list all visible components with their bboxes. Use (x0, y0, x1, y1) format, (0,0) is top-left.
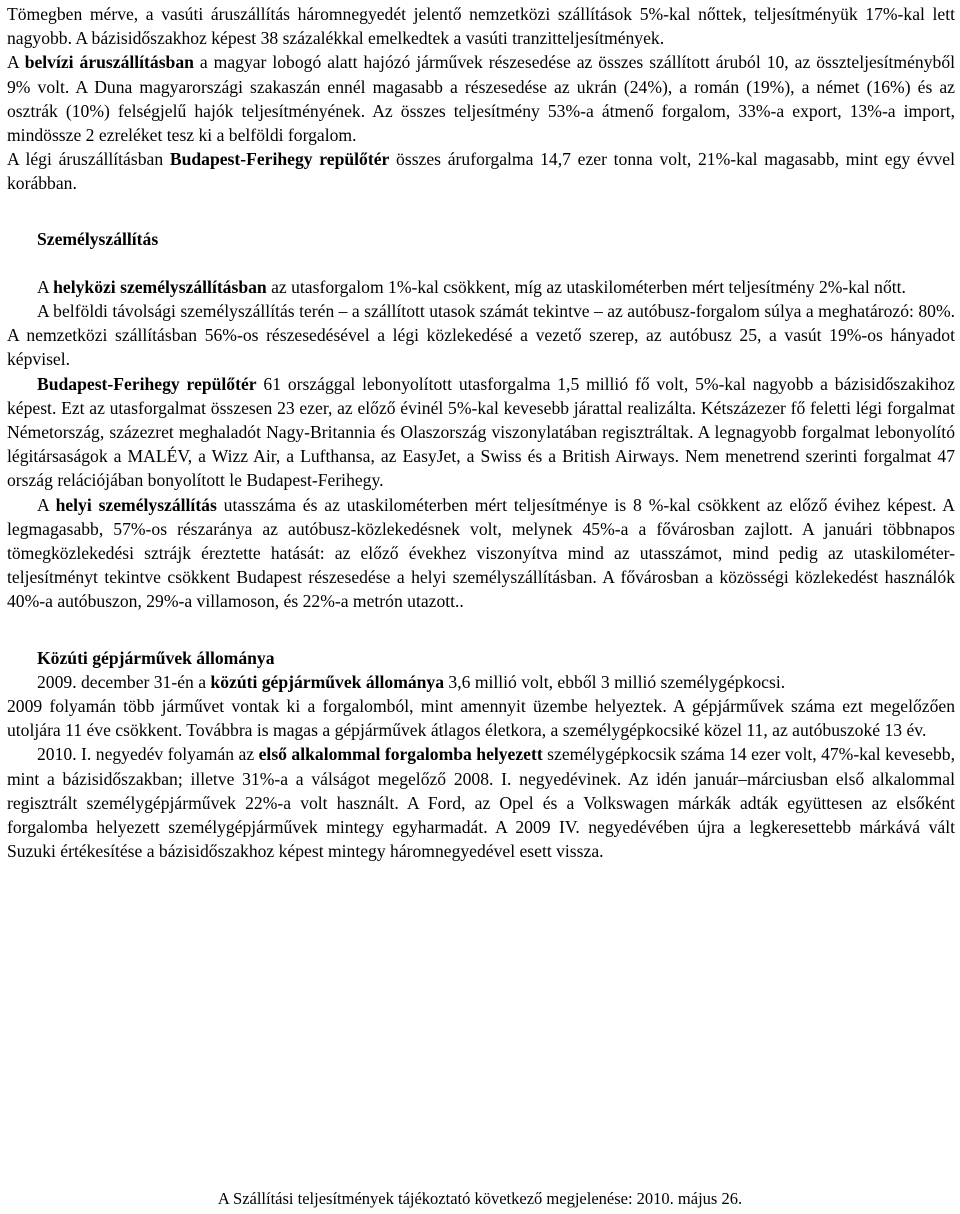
paragraph-intercity (7, 275, 955, 299)
bold-term-vehicle-stock: közúti gépjárművek állománya (210, 671, 445, 692)
text-run: A (37, 276, 54, 297)
paragraph-vehicle-stock (7, 670, 955, 694)
text-run: összes áruforgalma 14,7 ezer tonna volt, 21%-kal magasabb, mint egy évvel korábban. (7, 149, 956, 194)
section-heading-passenger-transport: Személyszállítás (37, 228, 159, 249)
bold-term-first-registration: első alkalommal forgalomba helyezett (258, 744, 543, 765)
section-vehicle-stock (7, 646, 955, 864)
intro-paragraph-inland-waterway (7, 50, 955, 147)
bold-term-local-transport: helyi személyszállítás (55, 494, 217, 515)
section-heading-vehicle-stock: Közúti gépjárművek állománya (37, 647, 275, 668)
document-body (7, 2, 955, 864)
text-run: a magyar lobogó alatt hajózó járművek részesedése az összes szállított áruból 10, az összteljesítményből 9% volt. A Duna magyarországi szakaszán ennél magasabb a részesedése az ukrán (24%), a román (19%), a német (16%) és az osztrák (10%) felségjelű hajók teljesítményének. Az összes teljesítmény 53%-a átmenő forgalom, 33%-a export, 13%-a import, mindössze 2 ezreléket tesz ki a belföldi forgalom. (7, 52, 956, 146)
section-passenger-transport (7, 227, 955, 614)
text-run: személygépkocsik száma 14 ezer volt, 47%-kal kevesebb, mint a bázisidőszakban; illetve 31%-a a válságot megelőző 2008. I. negyedévinek. Az idén január–márciusban első alkalommal regisztrált személygépjárművek 22%-a volt használt. A Ford, az Opel és a Volkswagen márkák adták együttesen az elsőként forgalomba helyezett személygépjárművek mintegy egyharmadát. A 2009 IV. negyedévében újra a legkeresettebb márkává vált Suzuki értékesítése a bázisidőszakhoz képest mintegy háromnegyedével esett vissza. (7, 744, 956, 862)
paragraph-long-distance: A belföldi távolsági személyszállítás terén – a szállított utasok számát tekintve – az autóbusz-forgalom súlya a meghatározó: 80%. A nemzetközi szállításban 56%-os részesedésével a légi közlekedésé a vezető szerep, az autóbusz 25, a vasút 19%-os hányadot képvisel. (7, 301, 955, 370)
bold-term-airport: Budapest-Ferihegy repülőtér (169, 149, 390, 170)
text-run: A (7, 52, 25, 73)
text-run: utasszáma és az utaskilométerben mért teljesítménye is 8 %-kal csökkent az előző évihez képest. A legmagasabb, 57%-os részaránya az autóbusz-közlekedésnek volt, melynek 45%-a a fővárosban zajlott. A januári többnapos tömegközlekedési sztrájk éreztette hatását: az előző évekhez viszonyítva mind az utasszámot, mind pedig az utaskilométer-teljesítményt tekintve csökkent Budapest részesedése a helyi személyszállításban. A fővárosban a közösségi közlekedést használók 40%-a autóbuszon, 29%-a villamoson, és 22%-a metrón utazott.. (7, 494, 955, 612)
text-run: 61 országgal lebonyolított utasforgalma 1,5 millió fő volt, 5%-kal nagyobb a bázisidőszakihoz képest. Ezt az utasforgalmat összesen 23 ezer, az előző évinél 5%-kal kevesebb járattal realizálta. Kétszázezer fő feletti légi forgalmat Németország, százezret meghaladót Nagy-Britannia és Olaszország viszonylatában regisztráltak. A legnagyobb forgalmat lebonyolító légitársaságok a MALÉV, a Wizz Air, a Lufthansa, az EasyJet, a Swiss és a British Airways. Nem menetrend szerinti forgalmat 47 ország relációjában bonyolított le Budapest-Ferihegy. (7, 373, 955, 491)
text-run: 3,6 millió volt, ebből 3 millió személygépkocsi. (444, 671, 786, 692)
text-run: az utasforgalom 1%-kal csökkent, míg az utaskilométerben mért teljesítmény 2%-kal nőtt. (266, 276, 906, 297)
paragraph-vehicle-withdrawal: 2009 folyamán több járművet vontak ki a forgalomból, mint amennyit üzembe helyeztek. A gépjárművek száma ezt megelőzően utoljára 11 éve csökkent. Továbbra is magas a gépjárművek átlagos életkora, a személygépkocsiké közel 11, az autóbuszoké 13 év. (7, 696, 955, 741)
text-run: 2010. I. negyedév folyamán az (37, 744, 259, 765)
footer-next-release: A Szállítási teljesítmények tájékoztató következő megjelenése: 2010. május 26. (217, 1189, 743, 1208)
text-run: A légi áruszállításban (7, 149, 170, 170)
paragraph-first-registration (7, 742, 955, 863)
intro-paragraph-air-freight (7, 147, 955, 195)
paragraph-local-transport (7, 493, 955, 614)
text-run: A (37, 494, 56, 515)
text-run: 2009. december 31-én a (37, 671, 211, 692)
intro-paragraph-rail: Tömegben mérve, a vasúti áruszállítás háromnegyedét jelentő nemzetközi szállítások 5%-kal nőttek, teljesítményük 17%-kal lett nagyobb. A bázisidőszakhoz képest 38 százalékkal emelkedtek a vasúti tranzitteljesítmények. (7, 4, 955, 49)
bold-term-inland-waterway: belvízi áruszállításban (24, 52, 194, 73)
paragraph-airport-passengers (7, 372, 955, 493)
bold-term-airport: Budapest-Ferihegy repülőtér (37, 373, 257, 394)
bold-term-intercity: helyközi személyszállításban (53, 276, 267, 297)
